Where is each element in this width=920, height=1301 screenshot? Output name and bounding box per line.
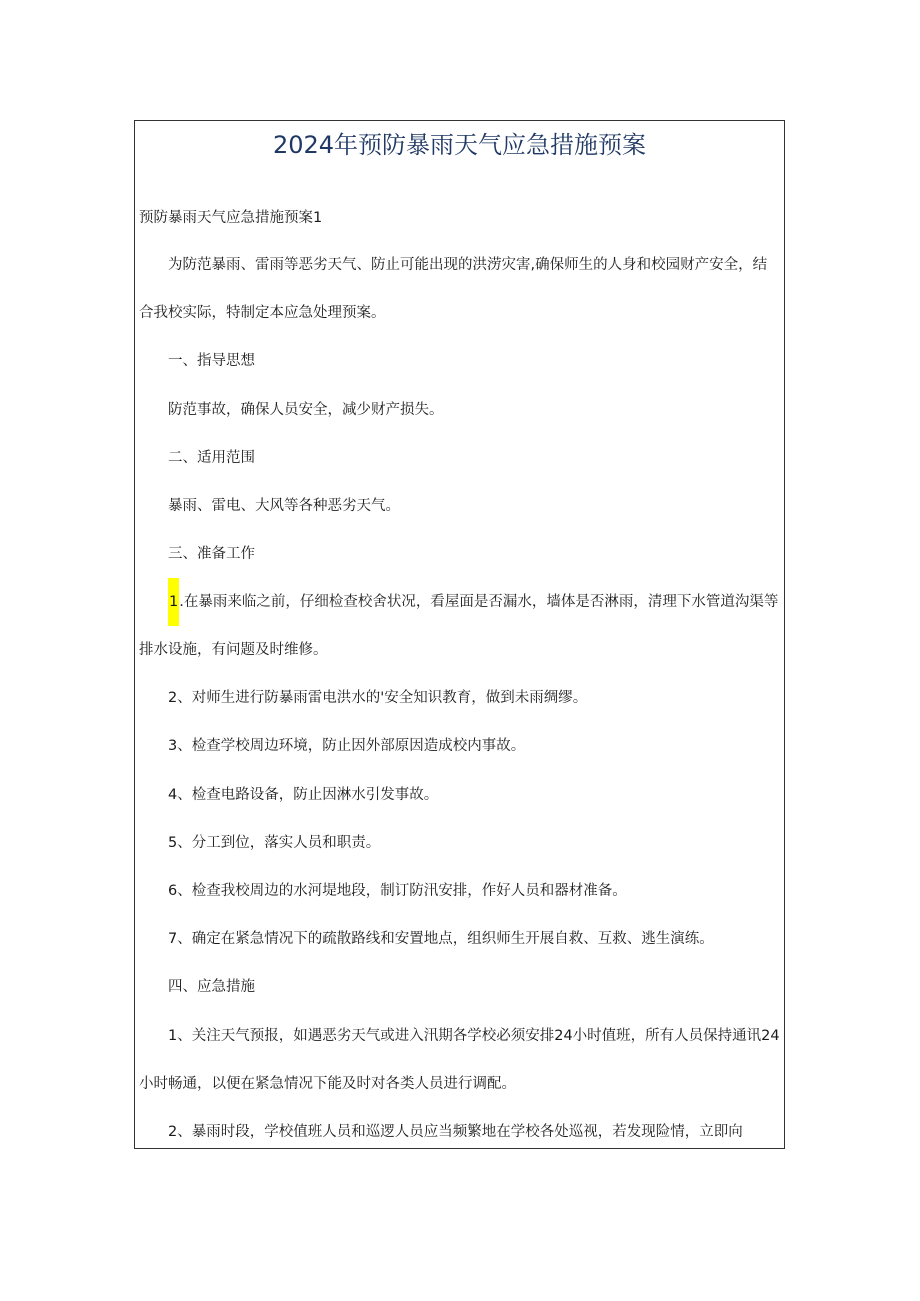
highlighted-number: 1 — [168, 578, 179, 626]
prep-item-5: 5、分工到位，落实人员和职责。 — [168, 835, 381, 851]
section-heading-3: 三、准备工作 — [168, 546, 255, 562]
document-subtitle: 预防暴雨天气应急措施预案1 — [139, 210, 323, 226]
prep-item-4: 4、检查电路设备，防止因淋水引发事故。 — [168, 787, 439, 803]
document-page — [134, 120, 785, 1149]
section-2-text: 暴雨、雷电、大风等各种恶劣天气。 — [168, 498, 400, 514]
section-heading-1: 一、指导思想 — [168, 353, 255, 369]
prep-item-1-line-2: 排水设施，有问题及时维修。 — [139, 642, 328, 658]
measure-item-2-line-1: 2、暴雨时段，学校值班人员和巡逻人员应当频繁地在学校各处巡视，若发现险情，立即向 — [168, 1124, 743, 1140]
prep-item-2: 2、对师生进行防暴雨雷电洪水的'安全知识教育，做到未雨绸缪。 — [168, 690, 588, 706]
measure-item-1-line-2: 小时畅通，以便在紧急情况下能及时对各类人员进行调配。 — [139, 1076, 516, 1092]
prep-item-1-text: .在暴雨来临之前，仔细检查校舍状况，看屋面是否漏水，墙体是否淋雨，清理下水管道沟渠等 — [179, 594, 779, 610]
intro-paragraph-line-1: 为防范暴雨、雷雨等恶劣天气、防止可能出现的洪涝灾害,确保师生的人身和校园财产安全，结 — [168, 257, 768, 273]
intro-paragraph-line-2: 合我校实际，特制定本应急处理预案。 — [139, 305, 386, 321]
prep-item-1-line-1 — [168, 592, 778, 626]
prep-item-6: 6、检查我校周边的水河堤地段，制订防汛安排，作好人员和器材准备。 — [168, 883, 627, 899]
section-1-text: 防范事故，确保人员安全，减少财产损失。 — [168, 402, 444, 418]
prep-item-3: 3、检查学校周边环境，防止因外部原因造成校内事故。 — [168, 738, 526, 754]
measure-item-1-line-1: 1、关注天气预报，如遇恶劣天气或进入汛期各学校必须安排24小时值班，所有人员保持通讯24 — [168, 1028, 780, 1044]
section-heading-4: 四、应急措施 — [168, 979, 255, 995]
section-heading-2: 二、适用范围 — [168, 450, 255, 466]
prep-item-7: 7、确定在紧急情况下的疏散路线和安置地点，组织师生开展自救、互救、逃生演练。 — [168, 931, 714, 947]
document-title: 2024年预防暴雨天气应急措施预案 — [272, 131, 647, 159]
